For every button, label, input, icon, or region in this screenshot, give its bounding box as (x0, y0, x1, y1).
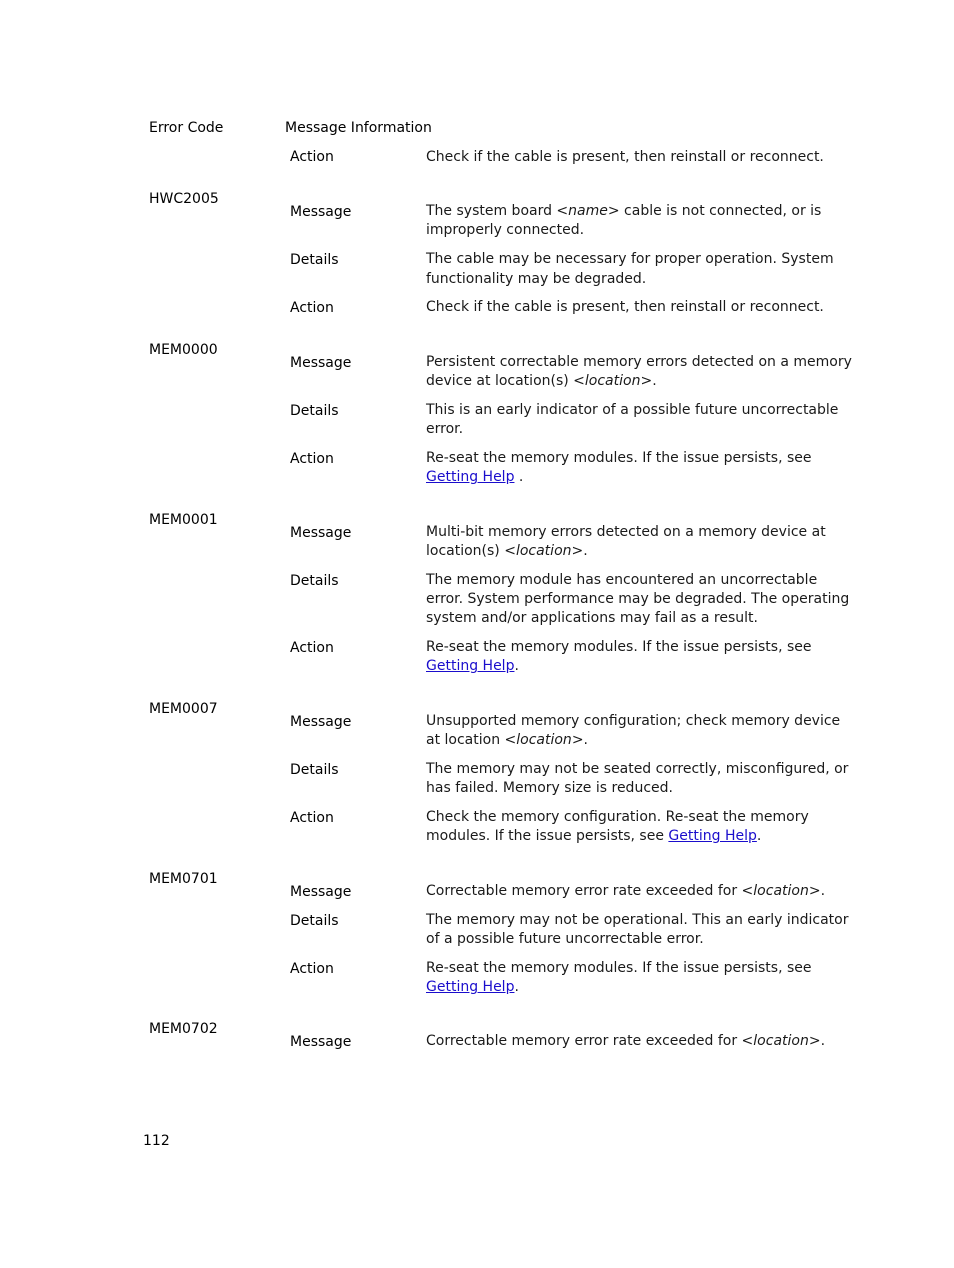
details-label: Details (290, 762, 339, 778)
message-text: Persistent correctable memory errors detected on a memory (426, 354, 852, 370)
message-text: improperly connected. (426, 222, 585, 238)
error-code: MEM0702 (149, 1021, 218, 1037)
action-text: Re-seat the memory modules. If the issue persists, see (426, 450, 812, 466)
action-text: Check if the cable is present, then reinstall or reconnect. (426, 299, 824, 315)
details-text: The memory may not be seated correctly, misconfigured, or (426, 761, 849, 777)
message-label: Message (290, 204, 352, 220)
action-text: Re-seat the memory modules. If the issue persists, see (426, 960, 812, 976)
details-text: system and/or applications may fail as a result. (426, 610, 758, 626)
action-label: Action (290, 149, 334, 165)
error-code: MEM0001 (149, 512, 218, 528)
action-label: Action (290, 300, 334, 316)
action-text: Getting Help . (426, 469, 524, 485)
column-header-error-code: Error Code (149, 120, 224, 136)
error-code: HWC2005 (149, 191, 219, 207)
action-label: Action (290, 810, 334, 826)
message-text: location(s) <location>. (426, 543, 588, 559)
getting-help-link[interactable]: Getting Help (426, 469, 515, 485)
action-text: Re-seat the memory modules. If the issue persists, see (426, 639, 812, 655)
message-text: device at location(s) <location>. (426, 373, 657, 389)
details-text: error. System performance may be degraded. The operating (426, 591, 850, 607)
message-label: Message (290, 1034, 352, 1050)
getting-help-link[interactable]: Getting Help (426, 658, 515, 674)
message-label: Message (290, 525, 352, 541)
message-text: The system board <name> cable is not connected, or is (426, 203, 822, 219)
details-label: Details (290, 573, 339, 589)
details-text: This is an early indicator of a possible future uncorrectable (426, 402, 839, 418)
message-label: Message (290, 884, 352, 900)
error-code: MEM0000 (149, 342, 218, 358)
details-text: The cable may be necessary for proper operation. System (426, 251, 834, 267)
details-text: The memory may not be operational. This an early indicator (426, 912, 849, 928)
action-label: Action (290, 451, 334, 467)
column-header-message-information: Message Information (285, 120, 432, 136)
details-label: Details (290, 252, 339, 268)
details-label: Details (290, 913, 339, 929)
details-label: Details (290, 403, 339, 419)
message-text: Multi-bit memory errors detected on a memory device at (426, 524, 826, 540)
action-text: Check the memory configuration. Re-seat the memory (426, 809, 809, 825)
message-text: at location <location>. (426, 732, 588, 748)
getting-help-link[interactable]: Getting Help (668, 828, 757, 844)
details-text: of a possible future uncorrectable error. (426, 931, 704, 947)
message-text: Correctable memory error rate exceeded for <location>. (426, 1033, 826, 1049)
getting-help-link[interactable]: Getting Help (426, 979, 515, 995)
details-text: functionality may be degraded. (426, 271, 647, 287)
action-text: Getting Help. (426, 658, 519, 674)
message-text: Correctable memory error rate exceeded for <location>. (426, 883, 826, 899)
action-label: Action (290, 640, 334, 656)
error-code: MEM0701 (149, 871, 218, 887)
page-number: 112 (143, 1133, 170, 1149)
action-text: modules. If the issue persists, see Getting Help. (426, 828, 762, 844)
details-text: error. (426, 421, 464, 437)
message-label: Message (290, 355, 352, 371)
details-text: has failed. Memory size is reduced. (426, 780, 673, 796)
details-text: The memory module has encountered an uncorrectable (426, 572, 818, 588)
action-text: Check if the cable is present, then reinstall or reconnect. (426, 149, 824, 165)
action-label: Action (290, 961, 334, 977)
message-label: Message (290, 714, 352, 730)
error-code: MEM0007 (149, 701, 218, 717)
action-text: Getting Help. (426, 979, 519, 995)
message-text: Unsupported memory configuration; check memory device (426, 713, 841, 729)
